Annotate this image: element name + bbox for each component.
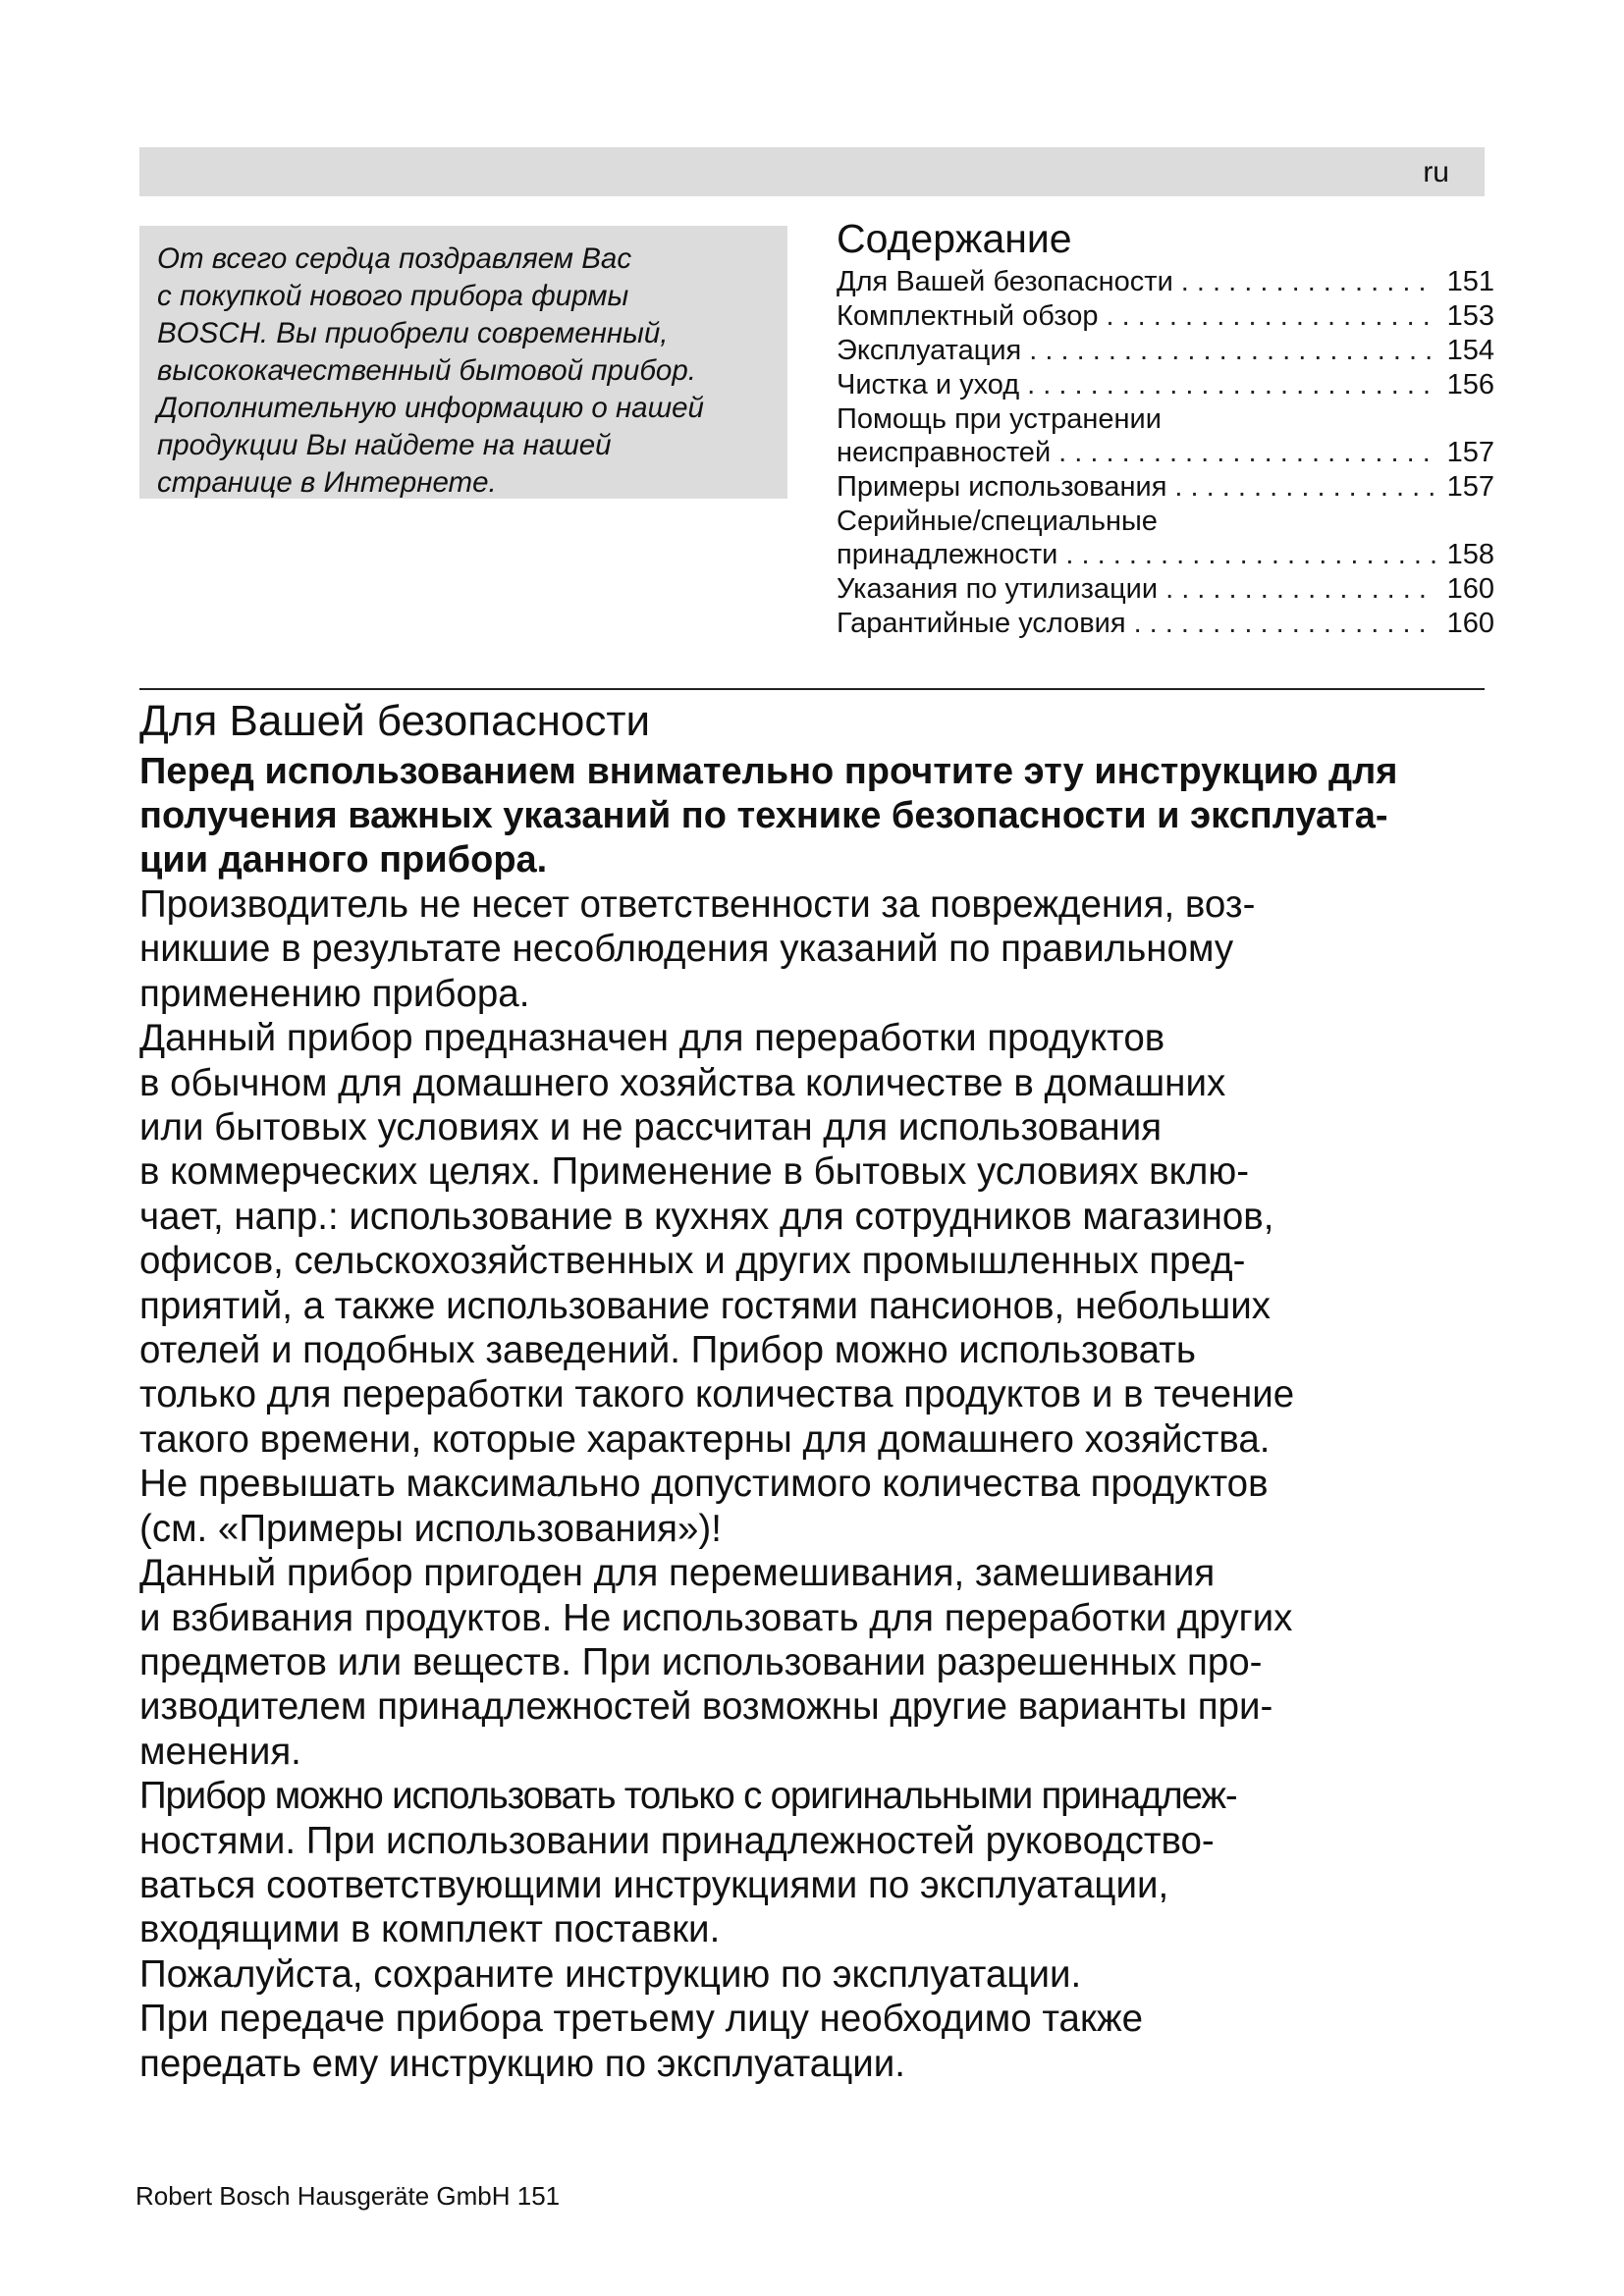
- text-line: чает, напр.: использование в кухнях для сотрудников магазинов,: [139, 1195, 1274, 1238]
- paragraph-intended-use: [139, 1016, 1504, 1551]
- intro-line: Дополнительную информацию о нашей: [157, 392, 704, 424]
- text-line: офисов, сельскохозяйственных и других промышленных пред-: [139, 1240, 1246, 1283]
- toc-entry-label: Комплектный обзор: [837, 300, 1099, 332]
- text-line: Данный прибор пригоден для перемешивания, замешивания: [139, 1552, 1216, 1595]
- text-line: (см. «Примеры использования»)!: [139, 1507, 722, 1550]
- lead-paragraph: [139, 750, 1504, 882]
- intro-line: BOSCH. Вы приобрели современный,: [157, 317, 669, 349]
- lead-line: получения важных указаний по технике безопасности и эксплуата-: [139, 795, 1388, 836]
- intro-line: высококачественный бытовой прибор.: [157, 354, 696, 387]
- lead-line: Перед использованием внимательно прочтите эту инструкцию для: [139, 751, 1398, 792]
- toc-entry-page: 154: [1446, 335, 1494, 366]
- toc-entry-label: неисправностей: [837, 437, 1052, 468]
- section-title: Для Вашей безопасности: [139, 697, 651, 745]
- text-line: изводителем принадлежностей возможны другие варианты при-: [139, 1685, 1273, 1729]
- toc-entry-label-head: Серийные/специальные: [837, 506, 1158, 537]
- paragraph-transfer: [139, 1997, 1504, 2086]
- intro-line: странице в Интернете.: [157, 466, 497, 499]
- toc-entry-page: 156: [1446, 369, 1494, 400]
- text-line: и взбивания продуктов. Не использовать для переработки других: [139, 1596, 1293, 1639]
- text-line: Прибор можно использовать только с оригинальными принадлеж-: [139, 1775, 1237, 1818]
- toc-leader-dots: [1027, 368, 1435, 402]
- text-line: применению прибора.: [139, 972, 530, 1015]
- text-line: в обычном для домашнего хозяйства количестве в домашних: [139, 1061, 1226, 1104]
- intro-line: с покупкой нового прибора фирмы: [157, 280, 629, 312]
- toc-entry-accessories[interactable]: [837, 505, 1494, 572]
- text-line: передать ему инструкцию по эксплуатации.: [139, 2042, 905, 2085]
- toc-entry-label: Примеры использования: [837, 471, 1167, 503]
- toc-entry-label: Гарантийные условия: [837, 608, 1126, 639]
- text-line: в коммерческих целях. Применение в бытовых условиях вклю-: [139, 1150, 1250, 1194]
- text-line: входящими в комплект поставки.: [139, 1908, 721, 1951]
- toc-entry-row: [837, 538, 1494, 572]
- toc-entry-row: [837, 436, 1494, 470]
- toc-entry-page: 157: [1446, 471, 1494, 503]
- intro-line: продукции Вы найдете на нашей: [157, 429, 612, 461]
- language-code: ru: [1423, 156, 1449, 188]
- text-line: Производитель не несет ответственности за повреждения, воз-: [139, 883, 1256, 926]
- paragraph-accessories: [139, 1774, 1504, 1952]
- toc-entry-disposal[interactable]: [837, 572, 1494, 607]
- toc-entry-page: 160: [1446, 573, 1494, 605]
- toc-entry-label: Чистка и уход: [837, 369, 1020, 400]
- intro-box: [139, 226, 787, 499]
- text-line: отелей и подобных заведений. Прибор можно использовать: [139, 1329, 1196, 1372]
- toc-entry-page: 158: [1446, 539, 1494, 570]
- toc-entry-label: Эксплуатация: [837, 335, 1022, 366]
- toc-leader-dots: [1165, 572, 1435, 607]
- toc-leader-dots: [1134, 607, 1435, 641]
- text-line: ваться соответствующими инструкциями по эксплуатации,: [139, 1863, 1169, 1906]
- toc-entry-warranty[interactable]: [837, 607, 1494, 641]
- safety-section: [139, 693, 1504, 2086]
- toc-entry-overview[interactable]: [837, 299, 1494, 334]
- table-of-contents: [837, 214, 1494, 641]
- toc-entry-label-head: Помощь при устранении: [837, 403, 1162, 435]
- text-line: При передаче прибора третьему лицу необходимо также: [139, 1998, 1143, 2041]
- language-bar: [139, 147, 1485, 196]
- toc-entry-page: 153: [1446, 300, 1494, 332]
- toc-entry-safety[interactable]: [837, 265, 1494, 299]
- text-line: ностями. При использовании принадлежностей руководство-: [139, 1819, 1215, 1862]
- text-line: приятий, а также использование гостями пансионов, небольших: [139, 1284, 1271, 1327]
- toc-leader-dots: [1174, 470, 1435, 505]
- toc-leader-dots: [1029, 334, 1435, 368]
- toc-leader-dots: [1106, 299, 1435, 334]
- toc-entry-page: 151: [1446, 266, 1494, 297]
- toc-entry-examples[interactable]: [837, 470, 1494, 505]
- paragraph-functions: [139, 1551, 1504, 1774]
- text-line: никшие в результате несоблюдения указаний по правильному: [139, 928, 1234, 971]
- toc-entry-page: 157: [1446, 437, 1494, 468]
- text-line: предметов или веществ. При использовании разрешенных про-: [139, 1640, 1263, 1683]
- toc-entry-troubleshooting[interactable]: [837, 402, 1494, 470]
- paragraph-liability: [139, 882, 1504, 1016]
- toc-entry-page: 160: [1446, 608, 1494, 639]
- toc-entry-label: принадлежности: [837, 539, 1058, 570]
- toc-leader-dots: [1181, 265, 1435, 299]
- toc-entry-operation[interactable]: [837, 334, 1494, 368]
- toc-entry-label: Указания по утилизации: [837, 573, 1159, 605]
- toc-leader-dots: [1065, 538, 1435, 572]
- text-line: или бытовых условиях и не рассчитан для использования: [139, 1106, 1163, 1149]
- page-footer: Robert Bosch Hausgeräte GmbH 151: [135, 2181, 561, 2211]
- paragraph-keep-manual: [139, 1952, 1504, 1997]
- intro-line: От всего сердца поздравляем Вас: [157, 242, 632, 275]
- text-line: только для переработки такого количества продуктов и в течение: [139, 1373, 1295, 1416]
- text-line: Не превышать максимально допустимого количества продуктов: [139, 1463, 1269, 1506]
- text-line: Данный прибор предназначен для переработки продуктов: [139, 1017, 1165, 1060]
- toc-title: Содержание: [837, 216, 1072, 261]
- lead-line: ции данного прибора.: [139, 839, 548, 881]
- text-line: такого времени, которые характерны для домашнего хозяйства.: [139, 1417, 1271, 1461]
- toc-leader-dots: [1058, 436, 1435, 470]
- text-line: менения.: [139, 1730, 301, 1773]
- text-line: Пожалуйста, сохраните инструкцию по эксплуатации.: [139, 1952, 1082, 1996]
- toc-entry-label: Для Вашей безопасности: [837, 266, 1173, 297]
- section-divider: [139, 688, 1485, 690]
- toc-entry-cleaning[interactable]: [837, 368, 1494, 402]
